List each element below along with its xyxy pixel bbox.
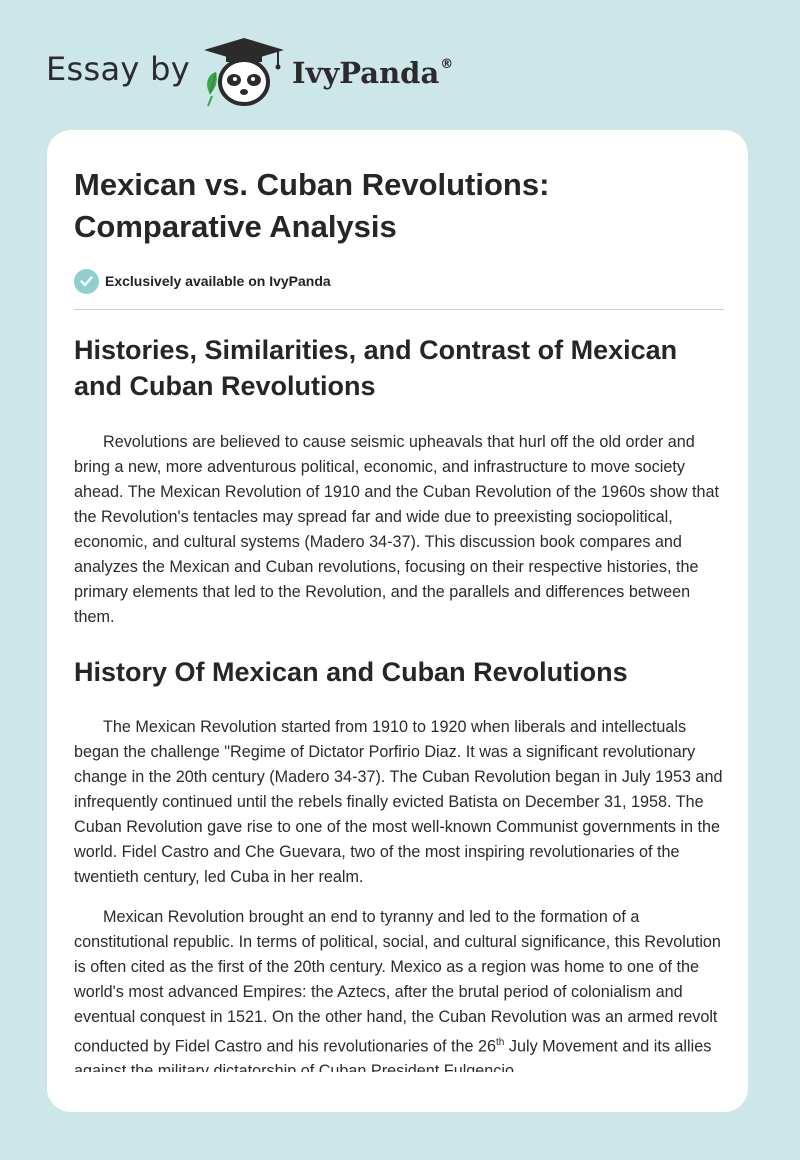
registered-mark: ®	[440, 57, 454, 73]
brand-name[interactable]	[292, 56, 453, 90]
divider	[74, 309, 724, 310]
panda-logo-icon[interactable]	[198, 36, 290, 108]
ordinal-suffix: th	[496, 1037, 505, 1048]
article-card	[47, 130, 748, 1112]
paragraph-comparison-part2: July Movement and its allies	[508, 1037, 712, 1056]
section-heading-history: History Of Mexican and Cuban Revolutions	[74, 657, 628, 687]
exclusive-text: Exclusively available on IvyPanda	[105, 273, 331, 289]
card-bottom-padding	[47, 1072, 748, 1112]
section-heading-histories: Histories, Similarities, and Contrast of Mexican and Cuban Revolutions	[74, 335, 678, 401]
site-header	[46, 36, 506, 110]
essay-by-label: Essay by	[46, 50, 190, 88]
exclusive-badge	[74, 268, 724, 294]
check-icon	[74, 269, 99, 294]
article-title: Mexican vs. Cuban Revolutions: Comparative Analysis	[74, 167, 550, 244]
paragraph-comparison-part1: Mexican Revolution brought an end to tyranny and led to the formation of a constitutional republic. In terms of political, social, and cultural significance, this Revolution is often cited as the first of the 20th century. Mexico as a region was home to one of the world's most advanced Empires: the Aztecs, after the brutal period of colonialism and eventual conquest in 1521. On the other hand, the Cuban Revolution was an armed revolt conducted by Fidel Castro and his revolutionaries of the 26	[74, 908, 721, 1056]
paragraph-intro: Revolutions are believed to cause seismic upheavals that hurl off the old order and bring a new, more adventurous political, economic, and infrastructure to move society ahead. The Mexican Revolution of 1910 and the Cuban Revolution of the 1960s show that the Revolution's tentacles may spread far and wide due to preexisting sociopolitical, economic, and cultural systems (Madero 34-37). This discussion book compares and analyzes the Mexican and Cuban revolutions, focusing on their respective histories, the primary elements that led to the Revolution, and the parallels and differences between them.	[74, 433, 719, 626]
article-content	[74, 164, 724, 1084]
brand-text: IvyPanda	[292, 56, 440, 90]
paragraph-history: The Mexican Revolution started from 1910 to 1920 when liberals and intellectuals began the challenge "Regime of Dictator Porfirio Diaz. It was a significant revolutionary change in the 20th century (Madero 34-37). The Cuban Revolution began in July 1953 and infrequently continued until the rebels finally evicted Batista on December 31, 1958. The Cuban Revolution gave rise to one of the most well-known Communist governments in the world. Fidel Castro and Che Guevara, two of the most inspiring revolutionaries of the twentieth century, led Cuba in her realm.	[74, 718, 723, 886]
paragraph-comparison	[74, 905, 724, 1084]
